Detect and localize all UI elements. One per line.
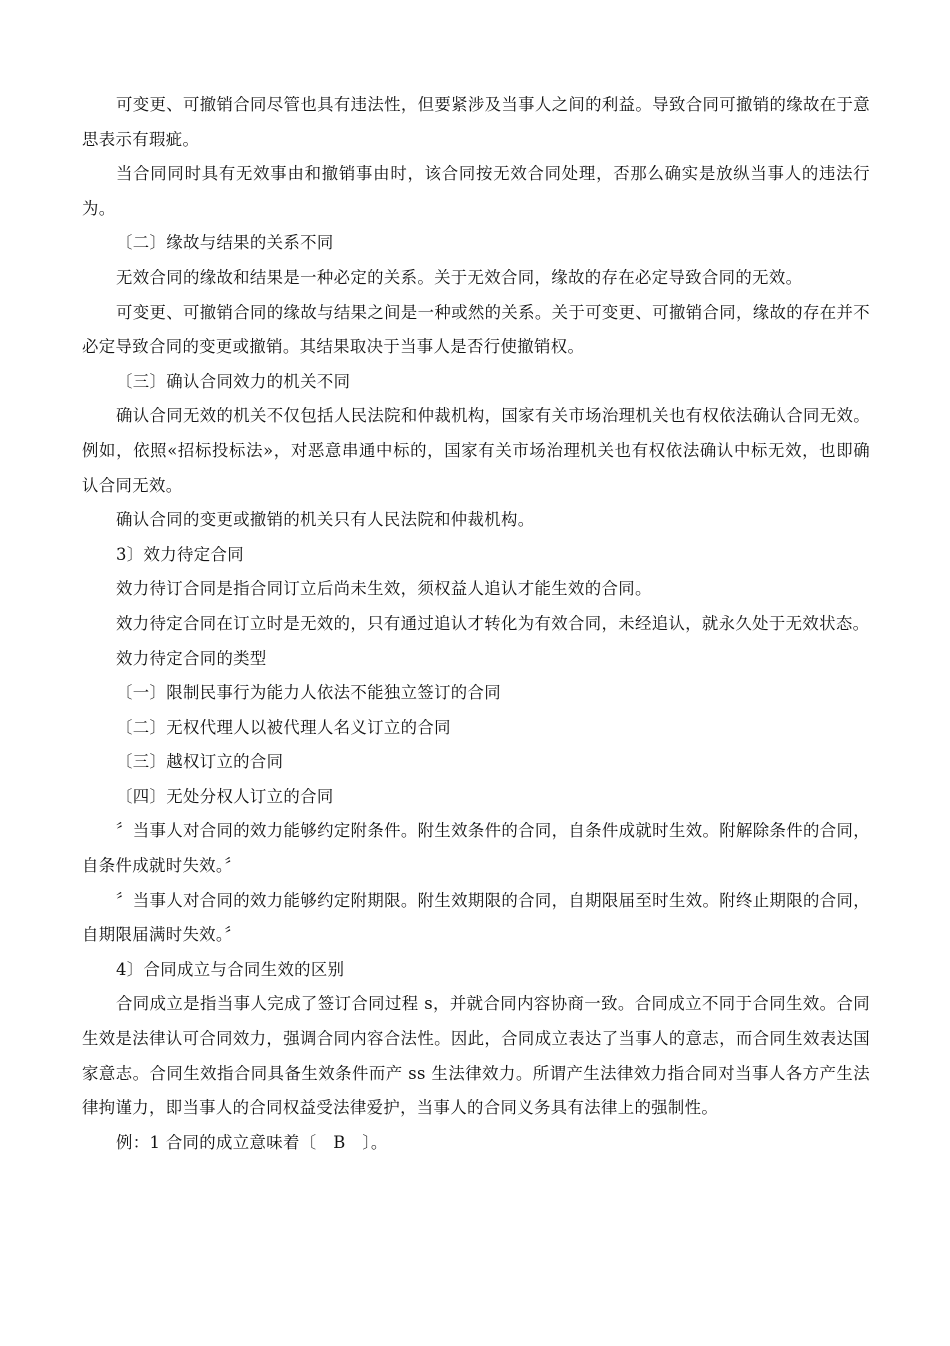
- paragraph-pending-definition: 效力待订合同是指合同订立后尚未生效，须权益人追认才能生效的合同。: [116, 579, 652, 599]
- paragraph-void-cause: 无效合同的缘故和结果是一种必定的关系。关于无效合同，缘故的存在必定导致合同的无效。: [116, 267, 803, 287]
- paragraph-revocable-cause: 可变更、可撤销合同的缘故与结果之间是一种或然的关系。关于可变更、可撤销合同，缘故的存在并不必定导致合同的变更或撤销。其结果取决于当事人是否行使撤销权。: [82, 302, 870, 357]
- list-item-type-1: 〔一〕限制民事行为能力人依法不能独立签订的合同: [116, 683, 502, 703]
- paragraph-revocable-authority: 确认合同的变更或撤销的机关只有人民法院和仲裁机构。: [116, 510, 535, 530]
- heading-pending-contract: 3〕效力待定合同: [116, 544, 244, 564]
- list-item-type-4: 〔四〕无处分权人订立的合同: [116, 786, 334, 806]
- heading-pending-types: 效力待定合同的类型: [116, 648, 267, 668]
- quote-conditions: 〞当事人对合同的效力能够约定附条件。附生效条件的合同，自条件成就时生效。附解除条件的合同，自条件成就时失效。〞: [82, 821, 870, 876]
- paragraph-void-and-revocable: 当合同同时具有无效事由和撤销事由时，该合同按无效合同处理，否那么确实是放纵当事人的违法行为。: [82, 164, 870, 218]
- example-question: 例：1 合同的成立意味着〔 B 〕。: [116, 1132, 388, 1152]
- quote-terms: 〞当事人对合同的效力能够约定附期限。附生效期限的合同，自期限届至时生效。附终止期限的合同，自期限届满时失效。〞: [82, 890, 870, 945]
- heading-cause-effect: 〔二〕缘故与结果的关系不同: [116, 233, 334, 253]
- heading-authority: 〔三〕确认合同效力的机关不同: [116, 371, 351, 391]
- paragraph-void-authority: 确认合同无效的机关不仅包括人民法院和仲裁机构，国家有关市场治理机关也有权依法确认合同无效。例如，依照«招标投标法»，对恶意串通中标的，国家有关市场治理机关也有权依法确认中标无效，也即确认合同无效。: [82, 406, 870, 495]
- paragraph-revocable-contract: 可变更、可撤销合同尽管也具有违法性，但要紧涉及当事人之间的利益。导致合同可撤销的缘故在于意思表示有瑕疵。: [82, 95, 870, 149]
- list-item-type-3: 〔三〕越权订立的合同: [116, 752, 284, 772]
- list-item-type-2: 〔二〕无权代理人以被代理人名义订立的合同: [116, 717, 451, 737]
- paragraph-formation-vs-effect: 合同成立是指当事人完成了签订合同过程 s，并就合同内容协商一致。合同成立不同于合同生效。合同生效是法律认可合同效力，强调合同内容合法性。因此，合同成立表达了当事人的意志，而合同生效表达国家意志。合同生效指合同具备生效条件而产 ss 生法律效力。所谓产生法律效力指合同对当事人各方产生法律拘谨力，即当事人的合同权益受法律爱护，当事人的合同义务具有法律上的强制性。: [82, 994, 870, 1118]
- paragraph-pending-effect: 效力待定合同在订立时是无效的，只有通过追认才转化为有效合同，未经追认，就永久处于无效状态。: [116, 613, 870, 633]
- heading-formation-vs-effect: 4〕合同成立与合同生效的区别: [116, 959, 345, 979]
- document-body: [82, 88, 870, 1160]
